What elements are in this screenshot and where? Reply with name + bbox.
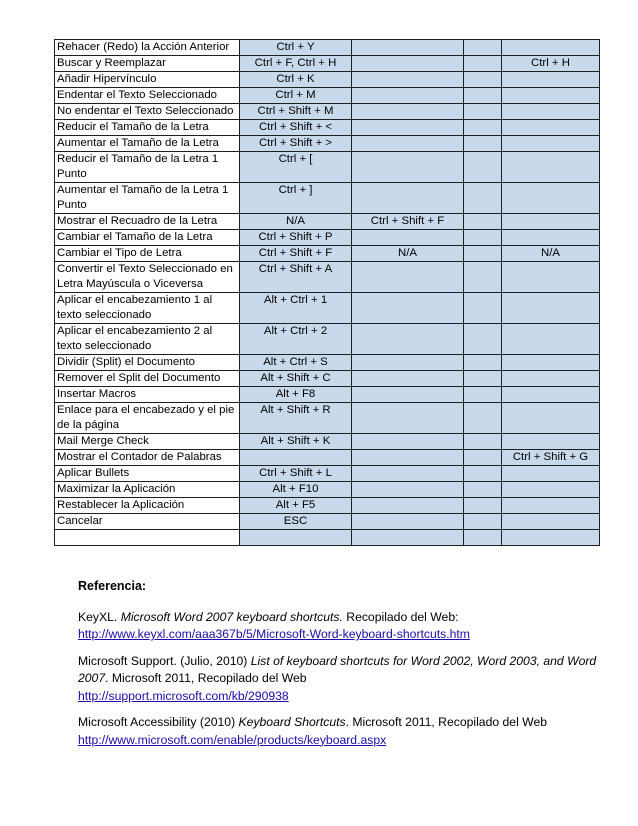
shortcut-cell: Ctrl + K (240, 72, 352, 88)
shortcut-cell (240, 530, 352, 546)
shortcut-cell (352, 293, 464, 324)
table-row (55, 371, 600, 387)
shortcut-cell (464, 72, 502, 88)
reference-text: Microsoft Support. (Julio, 2010) (78, 653, 251, 668)
shortcut-cell (352, 324, 464, 355)
action-cell (55, 530, 240, 546)
shortcut-cell (464, 450, 502, 466)
shortcut-cell (352, 183, 464, 214)
reference-text: Microsoft Accessibility (2010) (78, 715, 239, 729)
shortcut-cell (502, 514, 600, 530)
shortcut-cell (464, 434, 502, 450)
action-cell: Buscar y Reemplazar (55, 56, 240, 72)
reference-link[interactable]: http://www.keyxl.com/aaa367b/5/Microsoft-Word-keyboard-shortcuts.htm (78, 627, 470, 641)
table-row (55, 262, 600, 293)
shortcut-cell: Alt + F5 (240, 498, 352, 514)
shortcut-cell: Ctrl + Shift + < (240, 120, 352, 136)
table-row (55, 387, 600, 403)
shortcut-cell (502, 183, 600, 214)
shortcut-cell (240, 450, 352, 466)
shortcut-cell (502, 371, 600, 387)
shortcut-cell (352, 450, 464, 466)
shortcut-cell: Ctrl + Shift + L (240, 466, 352, 482)
shortcut-cell (502, 387, 600, 403)
shortcut-cell (352, 136, 464, 152)
shortcut-cell: Ctrl + Shift + G (502, 450, 600, 466)
shortcut-cell (502, 403, 600, 434)
table-row (55, 183, 600, 214)
action-cell: Enlace para el encabezado y el pie de la página (55, 403, 240, 434)
shortcut-cell (352, 514, 464, 530)
table-row (55, 466, 600, 482)
table-row (55, 88, 600, 104)
reference-text: KeyXL. (78, 609, 121, 624)
shortcut-cell (352, 88, 464, 104)
shortcut-cell (464, 498, 502, 514)
action-cell: Cambiar el Tamaño de la Letra (55, 230, 240, 246)
shortcut-cell (352, 371, 464, 387)
shortcut-cell (502, 120, 600, 136)
shortcut-cell (502, 434, 600, 450)
shortcut-cell (502, 530, 600, 546)
table-row (55, 324, 600, 355)
references-section (78, 578, 598, 758)
action-cell: Convertir el Texto Seleccionado en Letra Mayúscula o Viceversa (55, 262, 240, 293)
shortcut-cell (352, 104, 464, 120)
shortcut-cell (502, 152, 600, 183)
shortcut-cell (464, 40, 502, 56)
shortcut-cell (352, 387, 464, 403)
table-row (55, 293, 600, 324)
shortcut-cell (464, 183, 502, 214)
action-cell: Restablecer la Aplicación (55, 498, 240, 514)
shortcut-cell: Ctrl + Y (240, 40, 352, 56)
shortcut-cell (352, 466, 464, 482)
shortcut-cell (502, 214, 600, 230)
shortcut-cell (502, 136, 600, 152)
shortcut-cell: Alt + F10 (240, 482, 352, 498)
shortcut-cell (502, 40, 600, 56)
shortcut-cell (352, 120, 464, 136)
shortcut-cell (464, 482, 502, 498)
shortcut-cell (502, 466, 600, 482)
action-cell: Reducir el Tamaño de la Letra 1 Punto (55, 152, 240, 183)
reference-link[interactable]: http://support.microsoft.com/kb/290938 (78, 688, 289, 703)
action-cell: Mostrar el Contador de Palabras (55, 450, 240, 466)
table-row (55, 403, 600, 434)
shortcut-cell (464, 230, 502, 246)
shortcut-cell: Ctrl + Shift + F (352, 214, 464, 230)
shortcut-cell: Ctrl + Shift + M (240, 104, 352, 120)
action-cell: Cambiar el Tipo de Letra (55, 246, 240, 262)
action-cell: Aplicar Bullets (55, 466, 240, 482)
shortcut-cell (502, 355, 600, 371)
shortcut-cell (502, 262, 600, 293)
reference-item (78, 714, 598, 749)
shortcut-cell (502, 230, 600, 246)
shortcut-cell (352, 230, 464, 246)
shortcut-cell: Alt + F8 (240, 387, 352, 403)
action-cell: Endentar el Texto Seleccionado (55, 88, 240, 104)
shortcut-cell (502, 72, 600, 88)
table-row (55, 514, 600, 530)
shortcut-cell: Alt + Shift + C (240, 371, 352, 387)
action-cell: Maximizar la Aplicación (55, 482, 240, 498)
table-row (55, 72, 600, 88)
shortcut-cell (352, 482, 464, 498)
shortcut-cell: Alt + Ctrl + 2 (240, 324, 352, 355)
shortcut-cell (464, 355, 502, 371)
shortcut-cell (502, 104, 600, 120)
table-row (55, 230, 600, 246)
action-cell: Aplicar el encabezamiento 2 al texto seleccionado (55, 324, 240, 355)
shortcut-cell: Alt + Ctrl + 1 (240, 293, 352, 324)
shortcut-cell (352, 355, 464, 371)
reference-title: Keyboard Shortcuts (238, 715, 346, 729)
shortcut-cell (352, 403, 464, 434)
shortcut-cell (464, 466, 502, 482)
action-cell: Cancelar (55, 514, 240, 530)
shortcut-cell: Alt + Shift + R (240, 403, 352, 434)
shortcut-cell (464, 514, 502, 530)
shortcut-cell (464, 246, 502, 262)
table-row (55, 136, 600, 152)
reference-text: . Microsoft 2011, Recopilado del Web (105, 671, 307, 685)
shortcut-cell (352, 56, 464, 72)
shortcut-cell (464, 104, 502, 120)
reference-item (78, 653, 598, 706)
shortcut-cell (352, 262, 464, 293)
table-row (55, 246, 600, 262)
shortcut-cell: N/A (502, 246, 600, 262)
shortcut-cell (464, 371, 502, 387)
action-cell: Mostrar el Recuadro de la Letra (55, 214, 240, 230)
table-row (55, 56, 600, 72)
shortcut-cell: Ctrl + ] (240, 183, 352, 214)
shortcut-cell: ESC (240, 514, 352, 530)
table-row (55, 355, 600, 371)
shortcut-cell (464, 136, 502, 152)
shortcuts-table-body (55, 40, 600, 546)
shortcut-cell: Ctrl + Shift + P (240, 230, 352, 246)
shortcut-cell: N/A (240, 214, 352, 230)
reference-title: Microsoft Word 2007 keyboard shortcuts. (120, 609, 343, 624)
table-row (55, 530, 600, 546)
action-cell: Aplicar el encabezamiento 1 al texto seleccionado (55, 293, 240, 324)
shortcut-cell (502, 324, 600, 355)
shortcut-cell: Ctrl + F, Ctrl + H (240, 56, 352, 72)
action-cell: Dividir (Split) el Documento (55, 355, 240, 371)
shortcut-cell: Alt + Shift + K (240, 434, 352, 450)
shortcut-cell (464, 324, 502, 355)
reference-title: List of keyboard shortcuts for Word 2002, Word 2003, and Word 2007 (78, 653, 597, 685)
shortcut-cell (352, 434, 464, 450)
shortcut-cell (464, 152, 502, 183)
action-cell: Aumentar el Tamaño de la Letra 1 Punto (55, 183, 240, 214)
shortcut-cell (464, 530, 502, 546)
shortcut-cell (502, 293, 600, 324)
shortcut-cell (352, 498, 464, 514)
shortcut-cell (464, 120, 502, 136)
reference-text: Recopilado del Web: (342, 609, 459, 624)
action-cell: Mail Merge Check (55, 434, 240, 450)
action-cell: No endentar el Texto Seleccionado (55, 104, 240, 120)
reference-text: . Microsoft 2011, Recopilado del Web (345, 715, 548, 729)
table-row (55, 482, 600, 498)
reference-item (78, 609, 598, 644)
shortcut-cell (464, 262, 502, 293)
table-row (55, 120, 600, 136)
shortcut-cell: Ctrl + M (240, 88, 352, 104)
reference-link[interactable]: http://www.microsoft.com/enable/products/keyboard.aspx (78, 732, 387, 747)
shortcut-cell: Ctrl + [ (240, 152, 352, 183)
shortcut-cell (352, 530, 464, 546)
shortcut-cell (502, 498, 600, 514)
shortcut-cell (464, 214, 502, 230)
table-row (55, 152, 600, 183)
action-cell: Añadir Hipervínculo (55, 72, 240, 88)
shortcut-cell (464, 387, 502, 403)
shortcut-cell (352, 72, 464, 88)
shortcut-cell (464, 56, 502, 72)
shortcut-cell (464, 293, 502, 324)
shortcut-cell (352, 152, 464, 183)
table-row (55, 40, 600, 56)
shortcut-cell: Ctrl + Shift + > (240, 136, 352, 152)
table-row (55, 214, 600, 230)
action-cell: Remover el Split del Documento (55, 371, 240, 387)
action-cell: Insertar Macros (55, 387, 240, 403)
action-cell: Aumentar el Tamaño de la Letra (55, 136, 240, 152)
shortcuts-table (54, 39, 600, 546)
shortcut-cell: Ctrl + Shift + F (240, 246, 352, 262)
shortcut-cell: Ctrl + H (502, 56, 600, 72)
shortcut-cell (502, 482, 600, 498)
shortcut-cell (464, 88, 502, 104)
table-row (55, 434, 600, 450)
action-cell: Reducir el Tamaño de la Letra (55, 120, 240, 136)
table-row (55, 498, 600, 514)
shortcut-cell: N/A (352, 246, 464, 262)
table-row (55, 450, 600, 466)
action-cell: Rehacer (Redo) la Acción Anterior (55, 40, 240, 56)
shortcut-cell (502, 88, 600, 104)
shortcut-cell (464, 403, 502, 434)
shortcut-cell: Alt + Ctrl + S (240, 355, 352, 371)
shortcut-cell: Ctrl + Shift + A (240, 262, 352, 293)
table-row (55, 104, 600, 120)
shortcut-cell (352, 40, 464, 56)
references-heading: Referencia: (78, 579, 147, 593)
